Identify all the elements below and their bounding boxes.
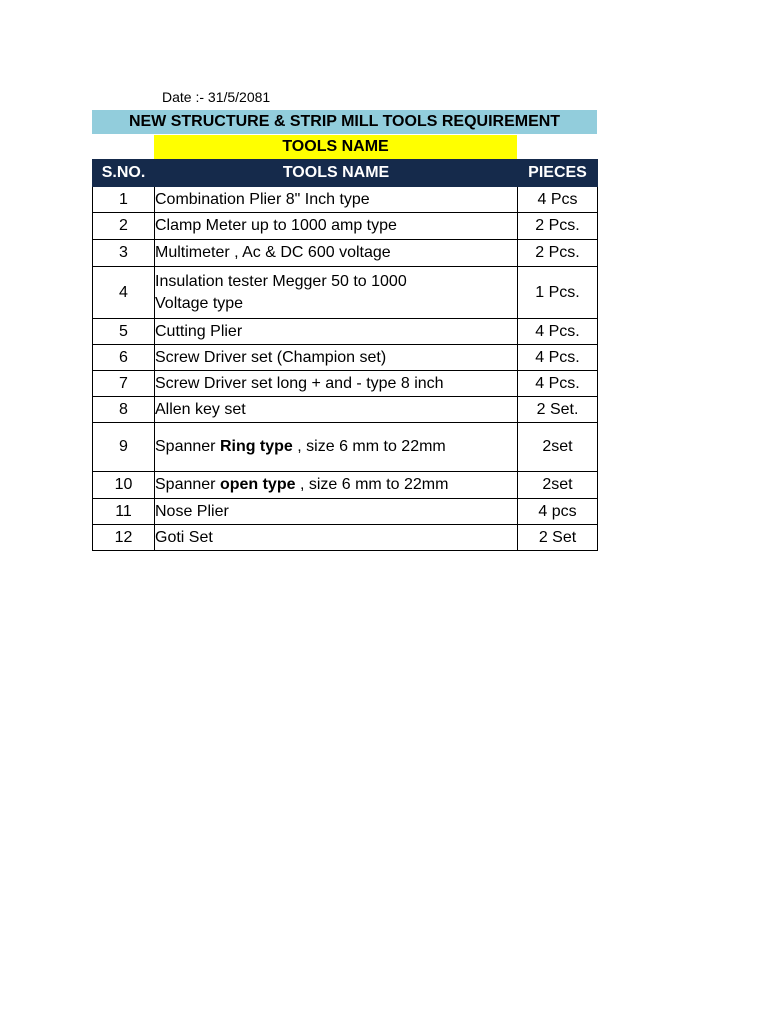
row-pieces: 2set bbox=[518, 472, 598, 499]
tools-table bbox=[92, 159, 598, 551]
row-tool-name-pre: Spanner bbox=[155, 476, 220, 493]
table-row bbox=[93, 423, 598, 472]
row-sno: 10 bbox=[93, 472, 155, 499]
header-sno: S.NO. bbox=[93, 160, 155, 187]
table-row bbox=[93, 267, 598, 319]
table-header-row bbox=[93, 160, 598, 187]
row-tool-name: Screw Driver set (Champion set) bbox=[155, 345, 518, 371]
row-tool-name-line1: Insulation tester Megger 50 to 1000 bbox=[155, 272, 407, 290]
row-sno: 3 bbox=[93, 240, 155, 267]
row-tool-name-pre: Spanner bbox=[155, 438, 220, 455]
table-row bbox=[93, 472, 598, 499]
row-sno: 9 bbox=[93, 423, 155, 472]
row-pieces: 4 Pcs bbox=[518, 187, 598, 213]
row-pieces: 2 Set bbox=[518, 525, 598, 551]
row-tool-name-line2: Voltage type bbox=[155, 294, 244, 312]
row-pieces: 2 Pcs. bbox=[518, 213, 598, 240]
row-tool-name: Clamp Meter up to 1000 amp type bbox=[155, 213, 518, 240]
row-tool-name-bold: Ring type bbox=[219, 438, 293, 455]
row-sno: 5 bbox=[93, 319, 155, 345]
table-row bbox=[93, 319, 598, 345]
table-row bbox=[93, 499, 598, 525]
row-tool-name bbox=[155, 267, 518, 319]
row-pieces: 1 Pcs. bbox=[518, 267, 598, 319]
row-pieces: 4 Pcs. bbox=[518, 319, 598, 345]
date-label: Date :- 31/5/2081 bbox=[162, 89, 271, 105]
table-row bbox=[93, 525, 598, 551]
table-row bbox=[93, 345, 598, 371]
row-pieces: 2 Pcs. bbox=[518, 240, 598, 267]
table-row bbox=[93, 213, 598, 240]
row-tool-name: Multimeter , Ac & DC 600 voltage bbox=[155, 240, 518, 267]
row-tool-name bbox=[155, 423, 518, 472]
row-tool-name: Cutting Plier bbox=[155, 319, 518, 345]
row-tool-name: Goti Set bbox=[155, 525, 518, 551]
table-row bbox=[93, 397, 598, 423]
row-tool-name: Combination Plier 8" Inch type bbox=[155, 187, 518, 213]
row-sno: 4 bbox=[93, 267, 155, 319]
row-sno: 12 bbox=[93, 525, 155, 551]
document-title: NEW STRUCTURE & STRIP MILL TOOLS REQUIREMENT bbox=[92, 110, 597, 134]
row-pieces: 2set bbox=[518, 423, 598, 472]
row-sno: 2 bbox=[93, 213, 155, 240]
table-row bbox=[93, 240, 598, 267]
row-tool-name-post: , size 6 mm to 22mm bbox=[292, 438, 446, 455]
row-tool-name bbox=[155, 472, 518, 499]
row-tool-name: Screw Driver set long + and - type 8 inch bbox=[155, 371, 518, 397]
row-pieces: 4 Pcs. bbox=[518, 371, 598, 397]
row-sno: 7 bbox=[93, 371, 155, 397]
row-pieces: 4 Pcs. bbox=[518, 345, 598, 371]
row-sno: 6 bbox=[93, 345, 155, 371]
row-sno: 1 bbox=[93, 187, 155, 213]
row-pieces: 2 Set. bbox=[518, 397, 598, 423]
row-tool-name: Allen key set bbox=[155, 397, 518, 423]
header-tools-name: TOOLS NAME bbox=[155, 160, 518, 187]
row-tool-name: Nose Plier bbox=[155, 499, 518, 525]
row-tool-name-bold: open type bbox=[219, 476, 296, 493]
row-pieces: 4 pcs bbox=[518, 499, 598, 525]
header-pieces: PIECES bbox=[518, 160, 598, 187]
row-sno: 11 bbox=[93, 499, 155, 525]
tools-name-subheading: TOOLS NAME bbox=[154, 135, 517, 159]
row-tool-name-post: , size 6 mm to 22mm bbox=[295, 476, 449, 493]
table-row bbox=[93, 371, 598, 397]
row-sno: 8 bbox=[93, 397, 155, 423]
table-row bbox=[93, 187, 598, 213]
